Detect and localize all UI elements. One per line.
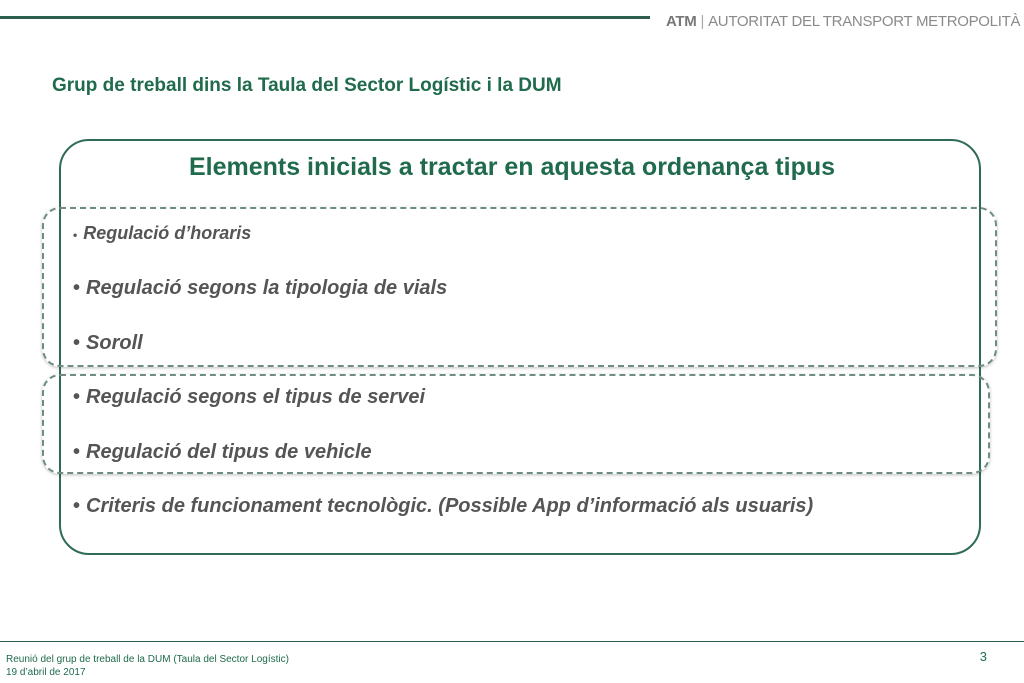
list-item (73, 332, 143, 355)
list-item-text: Regulació d’horaris (83, 223, 252, 243)
brand-separator: | (700, 13, 705, 30)
bullet: • (73, 332, 81, 354)
footer-rule (0, 641, 1024, 642)
list-item-text: Regulació segons la tipologia de vials (86, 277, 448, 299)
footer-meeting: Reunió del grup de treball de la DUM (Taula del Sector Logístic) (6, 654, 289, 665)
bullet: • (73, 277, 81, 299)
list-item (73, 223, 251, 244)
bullet: • (73, 228, 78, 242)
list-item-text: Soroll (86, 332, 143, 354)
list-item (73, 386, 425, 409)
header-brand (666, 13, 1020, 30)
brand-abbr: ATM (666, 13, 697, 30)
list-item-text: Regulació del tipus de vehicle (86, 441, 372, 463)
list-item (73, 441, 372, 464)
list-item-text: Regulació segons el tipus de servei (86, 386, 426, 408)
list-item-text: Criteris de funcionament tecnològic. (Possible App d’informació als usuaris) (86, 495, 814, 517)
bullet: • (73, 386, 81, 408)
footer-date: 19 d’abril de 2017 (6, 667, 86, 678)
box-heading: Elements inicials a tractar en aquesta ordenança tipus (188, 153, 836, 181)
brand-name: AUTORITAT DEL TRANSPORT METROPOLITÀ (708, 13, 1021, 30)
bullet: • (73, 495, 81, 517)
header-rule (0, 16, 650, 19)
list-item (73, 495, 813, 518)
slide-title: Grup de treball dins la Taula del Sector Logístic i la DUM (52, 75, 562, 96)
bullet: • (73, 441, 81, 463)
page-number: 3 (979, 649, 987, 664)
list-item (73, 277, 447, 300)
